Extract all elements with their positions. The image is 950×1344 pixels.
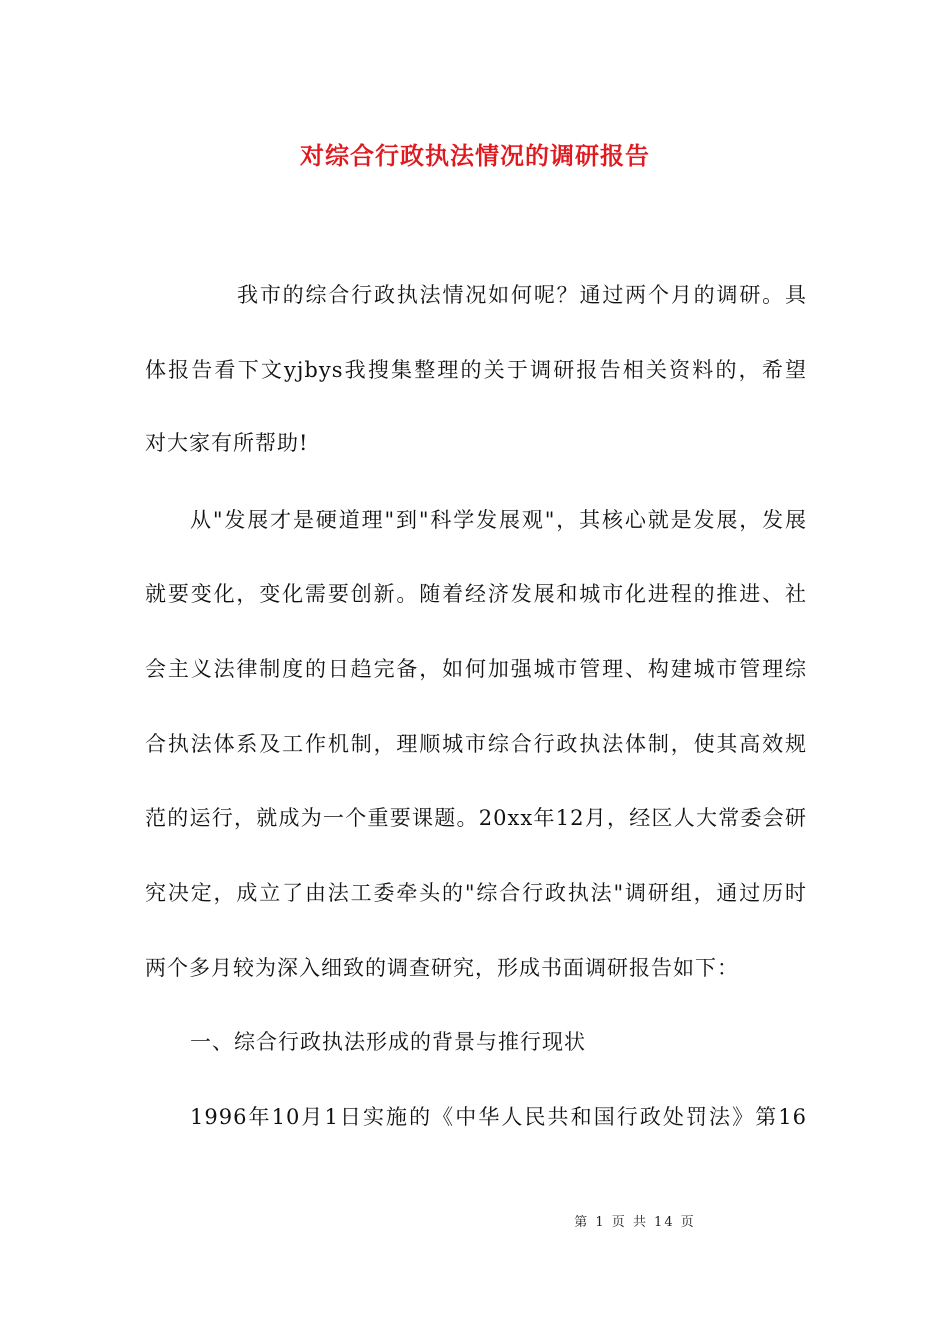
paragraph-line: 就要变化，变化需要创新。随着经济发展和城市化进程的推进、社 bbox=[145, 582, 807, 606]
paragraph-line: 从"发展才是硬道理"到"科学发展观"，其核心就是发展，发展 bbox=[190, 508, 807, 532]
paragraph-line: 会主义法律制度的日趋完备，如何加强城市管理、构建城市管理综 bbox=[145, 657, 807, 681]
page-number: 第 1 页 共 14 页 bbox=[574, 1215, 696, 1230]
paragraph-line: 合执法体系及工作机制，理顺城市综合行政执法体制，使其高效规 bbox=[145, 732, 807, 756]
document-title: 对综合行政执法情况的调研报告 bbox=[300, 141, 650, 170]
paragraph-line: 范的运行，就成为一个重要课题。20xx年12月，经区人大常委会研 bbox=[145, 806, 807, 830]
paragraph-line: 我市的综合行政执法情况如何呢？通过两个月的调研。具 bbox=[237, 283, 807, 307]
paragraph-line: 究决定，成立了由法工委牵头的"综合行政执法"调研组，通过历时 bbox=[145, 881, 807, 905]
paragraph-line: 对大家有所帮助! bbox=[145, 431, 309, 455]
page-footer bbox=[0, 1211, 950, 1230]
paragraph-line: 体报告看下文yjbys我搜集整理的关于调研报告相关资料的，希望 bbox=[145, 358, 807, 382]
section-heading: 一、综合行政执法形成的背景与推行现状 bbox=[190, 1030, 586, 1054]
paragraph-line: 两个多月较为深入细致的调查研究，形成书面调研报告如下： bbox=[145, 956, 739, 980]
paragraph-line: 1996年10月1日实施的《中华人民共和国行政处罚法》第16 bbox=[190, 1105, 807, 1129]
